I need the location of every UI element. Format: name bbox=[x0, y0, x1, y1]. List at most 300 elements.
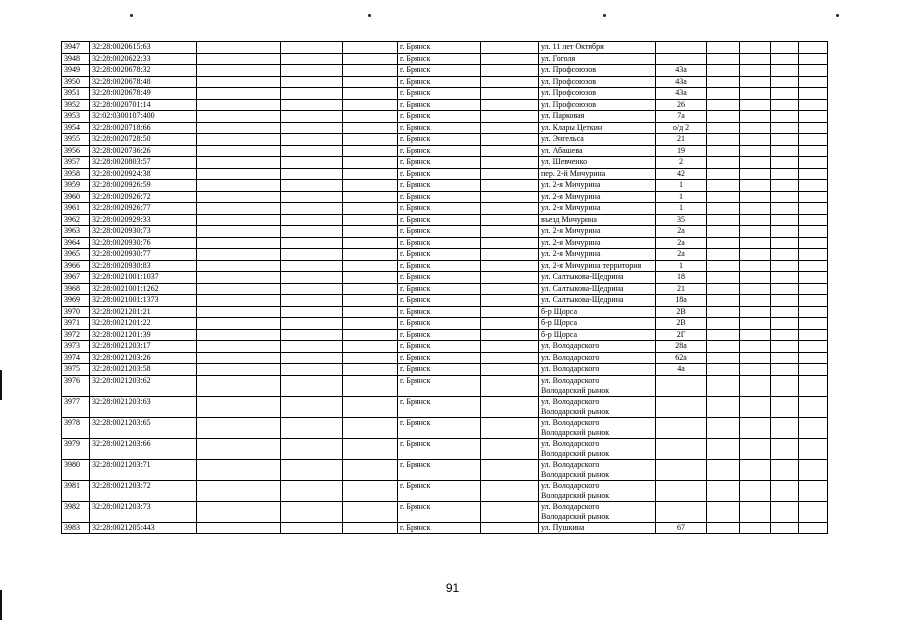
empty-cell bbox=[481, 237, 539, 249]
empty-cell bbox=[343, 364, 398, 376]
empty-cell bbox=[799, 53, 828, 65]
row-number-cell: 3980 bbox=[62, 459, 90, 480]
street-cell bbox=[539, 145, 656, 157]
empty-cell bbox=[799, 375, 828, 396]
empty-cell bbox=[281, 180, 343, 192]
city-cell: г. Брянск bbox=[398, 65, 481, 77]
house-number-cell bbox=[656, 53, 707, 65]
cadastral-number-cell: 32:28:0021001:1262 bbox=[90, 283, 197, 295]
empty-cell bbox=[799, 438, 828, 459]
empty-cell bbox=[799, 249, 828, 261]
row-number-cell: 3951 bbox=[62, 88, 90, 100]
row-number-cell: 3970 bbox=[62, 306, 90, 318]
table-row bbox=[62, 191, 828, 203]
empty-cell bbox=[771, 417, 799, 438]
empty-cell bbox=[799, 272, 828, 284]
cadastral-number-cell: 32:28:0020678:32 bbox=[90, 65, 197, 77]
house-number-cell bbox=[656, 501, 707, 522]
empty-cell bbox=[740, 226, 771, 238]
house-number-cell bbox=[656, 480, 707, 501]
street-cell bbox=[539, 352, 656, 364]
empty-cell bbox=[343, 76, 398, 88]
empty-cell bbox=[281, 480, 343, 501]
empty-cell bbox=[481, 65, 539, 77]
empty-cell bbox=[707, 375, 740, 396]
empty-cell bbox=[707, 65, 740, 77]
street-cell bbox=[539, 522, 656, 534]
cadastral-number-cell: 32:28:0021201:21 bbox=[90, 306, 197, 318]
empty-cell bbox=[740, 501, 771, 522]
empty-cell bbox=[281, 42, 343, 54]
empty-cell bbox=[707, 480, 740, 501]
empty-cell bbox=[771, 157, 799, 169]
empty-cell bbox=[740, 237, 771, 249]
empty-cell bbox=[343, 134, 398, 146]
empty-cell bbox=[707, 122, 740, 134]
table-row bbox=[62, 203, 828, 215]
city-cell: г. Брянск bbox=[398, 501, 481, 522]
city-cell: г. Брянск bbox=[398, 226, 481, 238]
empty-cell bbox=[481, 99, 539, 111]
row-number-cell: 3947 bbox=[62, 42, 90, 54]
empty-cell bbox=[707, 180, 740, 192]
empty-cell bbox=[481, 191, 539, 203]
row-number-cell: 3964 bbox=[62, 237, 90, 249]
table-row bbox=[62, 214, 828, 226]
row-number-cell: 3972 bbox=[62, 329, 90, 341]
street-cell bbox=[539, 134, 656, 146]
empty-cell bbox=[771, 203, 799, 215]
table-row bbox=[62, 99, 828, 111]
house-number-cell: 2а bbox=[656, 237, 707, 249]
empty-cell bbox=[197, 438, 281, 459]
empty-cell bbox=[481, 134, 539, 146]
empty-cell bbox=[740, 295, 771, 307]
empty-cell bbox=[197, 76, 281, 88]
empty-cell bbox=[707, 459, 740, 480]
table-row bbox=[62, 352, 828, 364]
street-line: ул. Парковая bbox=[541, 111, 585, 120]
street-line: ул. Володарского bbox=[541, 352, 600, 362]
row-number-cell: 3962 bbox=[62, 214, 90, 226]
street-cell bbox=[539, 168, 656, 180]
street-line: ул. Пушкина bbox=[541, 522, 585, 532]
cadastral-number-cell: 32:02:0300107:400 bbox=[90, 111, 197, 123]
empty-cell bbox=[740, 214, 771, 226]
street-cell bbox=[539, 226, 656, 238]
house-number-cell: 26 bbox=[656, 99, 707, 111]
house-number-cell: 2 bbox=[656, 157, 707, 169]
empty-cell bbox=[740, 352, 771, 364]
empty-cell bbox=[343, 214, 398, 226]
table-row bbox=[62, 65, 828, 77]
empty-cell bbox=[281, 417, 343, 438]
cadastral-number-cell: 32:28:0020929:33 bbox=[90, 214, 197, 226]
house-number-cell: 2В bbox=[656, 306, 707, 318]
empty-cell bbox=[771, 283, 799, 295]
empty-cell bbox=[740, 283, 771, 295]
empty-cell bbox=[799, 352, 828, 364]
empty-cell bbox=[281, 364, 343, 376]
row-number-cell: 3963 bbox=[62, 226, 90, 238]
empty-cell bbox=[343, 145, 398, 157]
cadastral-number-cell: 32:28:0020718:66 bbox=[90, 122, 197, 134]
cadastral-number-cell: 32:28:0020930:83 bbox=[90, 260, 197, 272]
empty-cell bbox=[771, 341, 799, 353]
empty-cell bbox=[740, 375, 771, 396]
table-row bbox=[62, 364, 828, 376]
empty-cell bbox=[197, 99, 281, 111]
row-number-cell: 3958 bbox=[62, 168, 90, 180]
empty-cell bbox=[343, 501, 398, 522]
street-cell bbox=[539, 318, 656, 330]
empty-cell bbox=[197, 260, 281, 272]
street-cell bbox=[539, 438, 656, 459]
cadastral-number-cell: 32:28:0020924:38 bbox=[90, 168, 197, 180]
empty-cell bbox=[771, 396, 799, 417]
street-cell bbox=[539, 480, 656, 501]
empty-cell bbox=[197, 65, 281, 77]
empty-cell bbox=[281, 352, 343, 364]
street-line: ул. Володарского bbox=[541, 480, 600, 490]
house-number-cell bbox=[656, 459, 707, 480]
empty-cell bbox=[343, 396, 398, 417]
street-line: ул. Шевченко bbox=[541, 157, 588, 166]
empty-cell bbox=[771, 88, 799, 100]
page-number: 91 bbox=[445, 581, 460, 595]
table-row bbox=[62, 522, 828, 534]
row-number-cell: 3969 bbox=[62, 295, 90, 307]
table-row bbox=[62, 180, 828, 192]
empty-cell bbox=[799, 134, 828, 146]
house-number-cell: 7а bbox=[656, 111, 707, 123]
table-row bbox=[62, 249, 828, 261]
empty-cell bbox=[343, 157, 398, 169]
empty-cell bbox=[740, 438, 771, 459]
empty-cell bbox=[771, 295, 799, 307]
empty-cell bbox=[481, 318, 539, 330]
empty-cell bbox=[343, 122, 398, 134]
row-number-cell: 3955 bbox=[62, 134, 90, 146]
empty-cell bbox=[799, 157, 828, 169]
house-number-cell: 1 bbox=[656, 260, 707, 272]
house-number-cell: 2а bbox=[656, 226, 707, 238]
cadastral-number-cell: 32:28:0021203:17 bbox=[90, 341, 197, 353]
table-row bbox=[62, 329, 828, 341]
empty-cell bbox=[197, 134, 281, 146]
table-row bbox=[62, 42, 828, 54]
empty-cell bbox=[481, 501, 539, 522]
street-cell bbox=[539, 203, 656, 215]
street-line: ул. 2-я Мичурина bbox=[541, 226, 601, 235]
scan-mark-3 bbox=[603, 14, 606, 17]
cadastral-number-cell: 32:28:0021203:62 bbox=[90, 375, 197, 396]
empty-cell bbox=[481, 260, 539, 272]
empty-cell bbox=[707, 438, 740, 459]
house-number-cell: о/д 2 bbox=[656, 122, 707, 134]
empty-cell bbox=[707, 249, 740, 261]
empty-cell bbox=[740, 76, 771, 88]
empty-cell bbox=[343, 88, 398, 100]
empty-cell bbox=[771, 501, 799, 522]
street-cell bbox=[539, 214, 656, 226]
city-cell: г. Брянск bbox=[398, 134, 481, 146]
empty-cell bbox=[771, 522, 799, 534]
empty-cell bbox=[771, 122, 799, 134]
empty-cell bbox=[707, 145, 740, 157]
empty-cell bbox=[707, 88, 740, 100]
empty-cell bbox=[740, 53, 771, 65]
street-cell bbox=[539, 249, 656, 261]
empty-cell bbox=[343, 522, 398, 534]
street-cell bbox=[539, 329, 656, 341]
street-cell bbox=[539, 283, 656, 295]
empty-cell bbox=[740, 42, 771, 54]
empty-cell bbox=[799, 329, 828, 341]
empty-cell bbox=[197, 168, 281, 180]
empty-cell bbox=[740, 522, 771, 534]
city-cell: г. Брянск bbox=[398, 180, 481, 192]
empty-cell bbox=[343, 249, 398, 261]
street-cell bbox=[539, 180, 656, 192]
row-number-cell: 3954 bbox=[62, 122, 90, 134]
city-cell: г. Брянск bbox=[398, 191, 481, 203]
empty-cell bbox=[740, 459, 771, 480]
empty-cell bbox=[707, 99, 740, 111]
empty-cell bbox=[771, 237, 799, 249]
table-row bbox=[62, 295, 828, 307]
empty-cell bbox=[197, 318, 281, 330]
cadastral-number-cell: 32:28:0021203:72 bbox=[90, 480, 197, 501]
street-line-2: Володарский рынок bbox=[541, 511, 610, 521]
row-number-cell: 3967 bbox=[62, 272, 90, 284]
city-cell: г. Брянск bbox=[398, 76, 481, 88]
empty-cell bbox=[481, 145, 539, 157]
empty-cell bbox=[740, 134, 771, 146]
cadastral-number-cell: 32:28:0020701:14 bbox=[90, 99, 197, 111]
empty-cell bbox=[771, 168, 799, 180]
empty-cell bbox=[197, 396, 281, 417]
empty-cell bbox=[481, 88, 539, 100]
table-row bbox=[62, 283, 828, 295]
empty-cell bbox=[281, 283, 343, 295]
empty-cell bbox=[281, 341, 343, 353]
table-row bbox=[62, 341, 828, 353]
empty-cell bbox=[799, 341, 828, 353]
street-line: ул. Энгельса bbox=[541, 134, 584, 143]
house-number-cell: 2В bbox=[656, 318, 707, 330]
street-line: ул. Профсоюзов bbox=[541, 65, 597, 74]
street-line: ул. Клары Цеткин bbox=[541, 122, 603, 132]
empty-cell bbox=[771, 145, 799, 157]
empty-cell bbox=[799, 480, 828, 501]
empty-cell bbox=[281, 99, 343, 111]
city-cell: г. Брянск bbox=[398, 329, 481, 341]
empty-cell bbox=[197, 180, 281, 192]
house-number-cell bbox=[656, 438, 707, 459]
scan-mark-4 bbox=[836, 14, 839, 17]
empty-cell bbox=[740, 480, 771, 501]
empty-cell bbox=[281, 522, 343, 534]
cadastral-number-cell: 32:28:0021203:71 bbox=[90, 459, 197, 480]
city-cell: г. Брянск bbox=[398, 249, 481, 261]
empty-cell bbox=[740, 122, 771, 134]
table-row bbox=[62, 88, 828, 100]
empty-cell bbox=[707, 272, 740, 284]
empty-cell bbox=[707, 260, 740, 272]
street-line: ул. Володарского bbox=[541, 364, 600, 373]
house-number-cell bbox=[656, 396, 707, 417]
empty-cell bbox=[481, 459, 539, 480]
empty-cell bbox=[481, 364, 539, 376]
empty-cell bbox=[281, 65, 343, 77]
empty-cell bbox=[771, 180, 799, 192]
empty-cell bbox=[343, 318, 398, 330]
empty-cell bbox=[343, 417, 398, 438]
empty-cell bbox=[343, 226, 398, 238]
empty-cell bbox=[707, 53, 740, 65]
empty-cell bbox=[343, 306, 398, 318]
row-number-cell: 3971 bbox=[62, 318, 90, 330]
empty-cell bbox=[281, 306, 343, 318]
empty-cell bbox=[707, 226, 740, 238]
empty-cell bbox=[707, 417, 740, 438]
empty-cell bbox=[707, 396, 740, 417]
street-line: ул. Володарского bbox=[541, 501, 600, 511]
house-number-cell bbox=[656, 42, 707, 54]
empty-cell bbox=[740, 65, 771, 77]
street-cell bbox=[539, 88, 656, 100]
city-cell: г. Брянск bbox=[398, 438, 481, 459]
house-number-cell bbox=[656, 417, 707, 438]
empty-cell bbox=[197, 501, 281, 522]
empty-cell bbox=[771, 272, 799, 284]
street-line: ул. 2-я Мичурина bbox=[541, 180, 601, 189]
empty-cell bbox=[799, 76, 828, 88]
street-cell bbox=[539, 42, 656, 54]
empty-cell bbox=[343, 111, 398, 123]
house-number-cell: 18а bbox=[656, 295, 707, 307]
empty-cell bbox=[481, 295, 539, 307]
empty-cell bbox=[799, 145, 828, 157]
empty-cell bbox=[481, 76, 539, 88]
street-cell bbox=[539, 501, 656, 522]
empty-cell bbox=[281, 122, 343, 134]
house-number-cell: 1 bbox=[656, 180, 707, 192]
empty-cell bbox=[197, 352, 281, 364]
empty-cell bbox=[197, 364, 281, 376]
cadastral-number-cell: 32:28:0021201:39 bbox=[90, 329, 197, 341]
empty-cell bbox=[740, 191, 771, 203]
empty-cell bbox=[707, 329, 740, 341]
empty-cell bbox=[197, 341, 281, 353]
street-line: ул. Профсоюзов bbox=[541, 76, 597, 86]
empty-cell bbox=[771, 111, 799, 123]
empty-cell bbox=[281, 438, 343, 459]
empty-cell bbox=[481, 522, 539, 534]
table-row bbox=[62, 237, 828, 249]
city-cell: г. Брянск bbox=[398, 480, 481, 501]
empty-cell bbox=[343, 459, 398, 480]
empty-cell bbox=[481, 480, 539, 501]
empty-cell bbox=[740, 329, 771, 341]
empty-cell bbox=[197, 214, 281, 226]
street-cell bbox=[539, 191, 656, 203]
empty-cell bbox=[481, 306, 539, 318]
empty-cell bbox=[343, 272, 398, 284]
empty-cell bbox=[343, 480, 398, 501]
house-number-cell: 1 bbox=[656, 203, 707, 215]
table-row bbox=[62, 272, 828, 284]
street-line: ул. 11 лет Октября bbox=[541, 42, 604, 51]
cadastral-number-cell: 32:28:0020622:33 bbox=[90, 53, 197, 65]
street-line-2: Володарский рынок bbox=[541, 406, 610, 416]
row-number-cell: 3959 bbox=[62, 180, 90, 192]
empty-cell bbox=[481, 375, 539, 396]
street-line-2: Володарский рынок bbox=[541, 469, 610, 479]
street-line-2: Володарский рынок bbox=[541, 385, 610, 395]
empty-cell bbox=[197, 417, 281, 438]
empty-cell bbox=[740, 260, 771, 272]
table-row bbox=[62, 306, 828, 318]
empty-cell bbox=[799, 180, 828, 192]
street-cell bbox=[539, 122, 656, 134]
cadastral-number-cell: 32:28:0020926:72 bbox=[90, 191, 197, 203]
city-cell: г. Брянск bbox=[398, 145, 481, 157]
row-number-cell: 3953 bbox=[62, 111, 90, 123]
empty-cell bbox=[343, 53, 398, 65]
table-row bbox=[62, 318, 828, 330]
empty-cell bbox=[197, 295, 281, 307]
house-number-cell: 21 bbox=[656, 134, 707, 146]
empty-cell bbox=[281, 260, 343, 272]
street-line: ул. Салтыкова-Щедрина bbox=[541, 283, 624, 293]
empty-cell bbox=[197, 157, 281, 169]
empty-cell bbox=[197, 111, 281, 123]
empty-cell bbox=[771, 459, 799, 480]
empty-cell bbox=[343, 99, 398, 111]
empty-cell bbox=[197, 237, 281, 249]
city-cell: г. Брянск bbox=[398, 111, 481, 123]
city-cell: г. Брянск bbox=[398, 352, 481, 364]
empty-cell bbox=[197, 122, 281, 134]
street-line: ул. Профсоюзов bbox=[541, 99, 597, 109]
empty-cell bbox=[799, 396, 828, 417]
house-number-cell: 21 bbox=[656, 283, 707, 295]
city-cell: г. Брянск bbox=[398, 341, 481, 353]
scan-mark-1 bbox=[130, 14, 133, 17]
city-cell: г. Брянск bbox=[398, 459, 481, 480]
empty-cell bbox=[771, 65, 799, 77]
street-line-2: Володарский рынок bbox=[541, 427, 610, 437]
row-number-cell: 3976 bbox=[62, 375, 90, 396]
empty-cell bbox=[281, 145, 343, 157]
city-cell: г. Брянск bbox=[398, 318, 481, 330]
empty-cell bbox=[481, 42, 539, 54]
empty-cell bbox=[281, 459, 343, 480]
empty-cell bbox=[343, 260, 398, 272]
empty-cell bbox=[343, 42, 398, 54]
city-cell: г. Брянск bbox=[398, 306, 481, 318]
empty-cell bbox=[799, 65, 828, 77]
cadastral-number-cell: 32:28:0021201:22 bbox=[90, 318, 197, 330]
cadastral-number-cell: 32:28:0020930:76 bbox=[90, 237, 197, 249]
row-number-cell: 3960 bbox=[62, 191, 90, 203]
city-cell: г. Брянск bbox=[398, 168, 481, 180]
table-row bbox=[62, 501, 828, 522]
empty-cell bbox=[771, 76, 799, 88]
empty-cell bbox=[740, 88, 771, 100]
